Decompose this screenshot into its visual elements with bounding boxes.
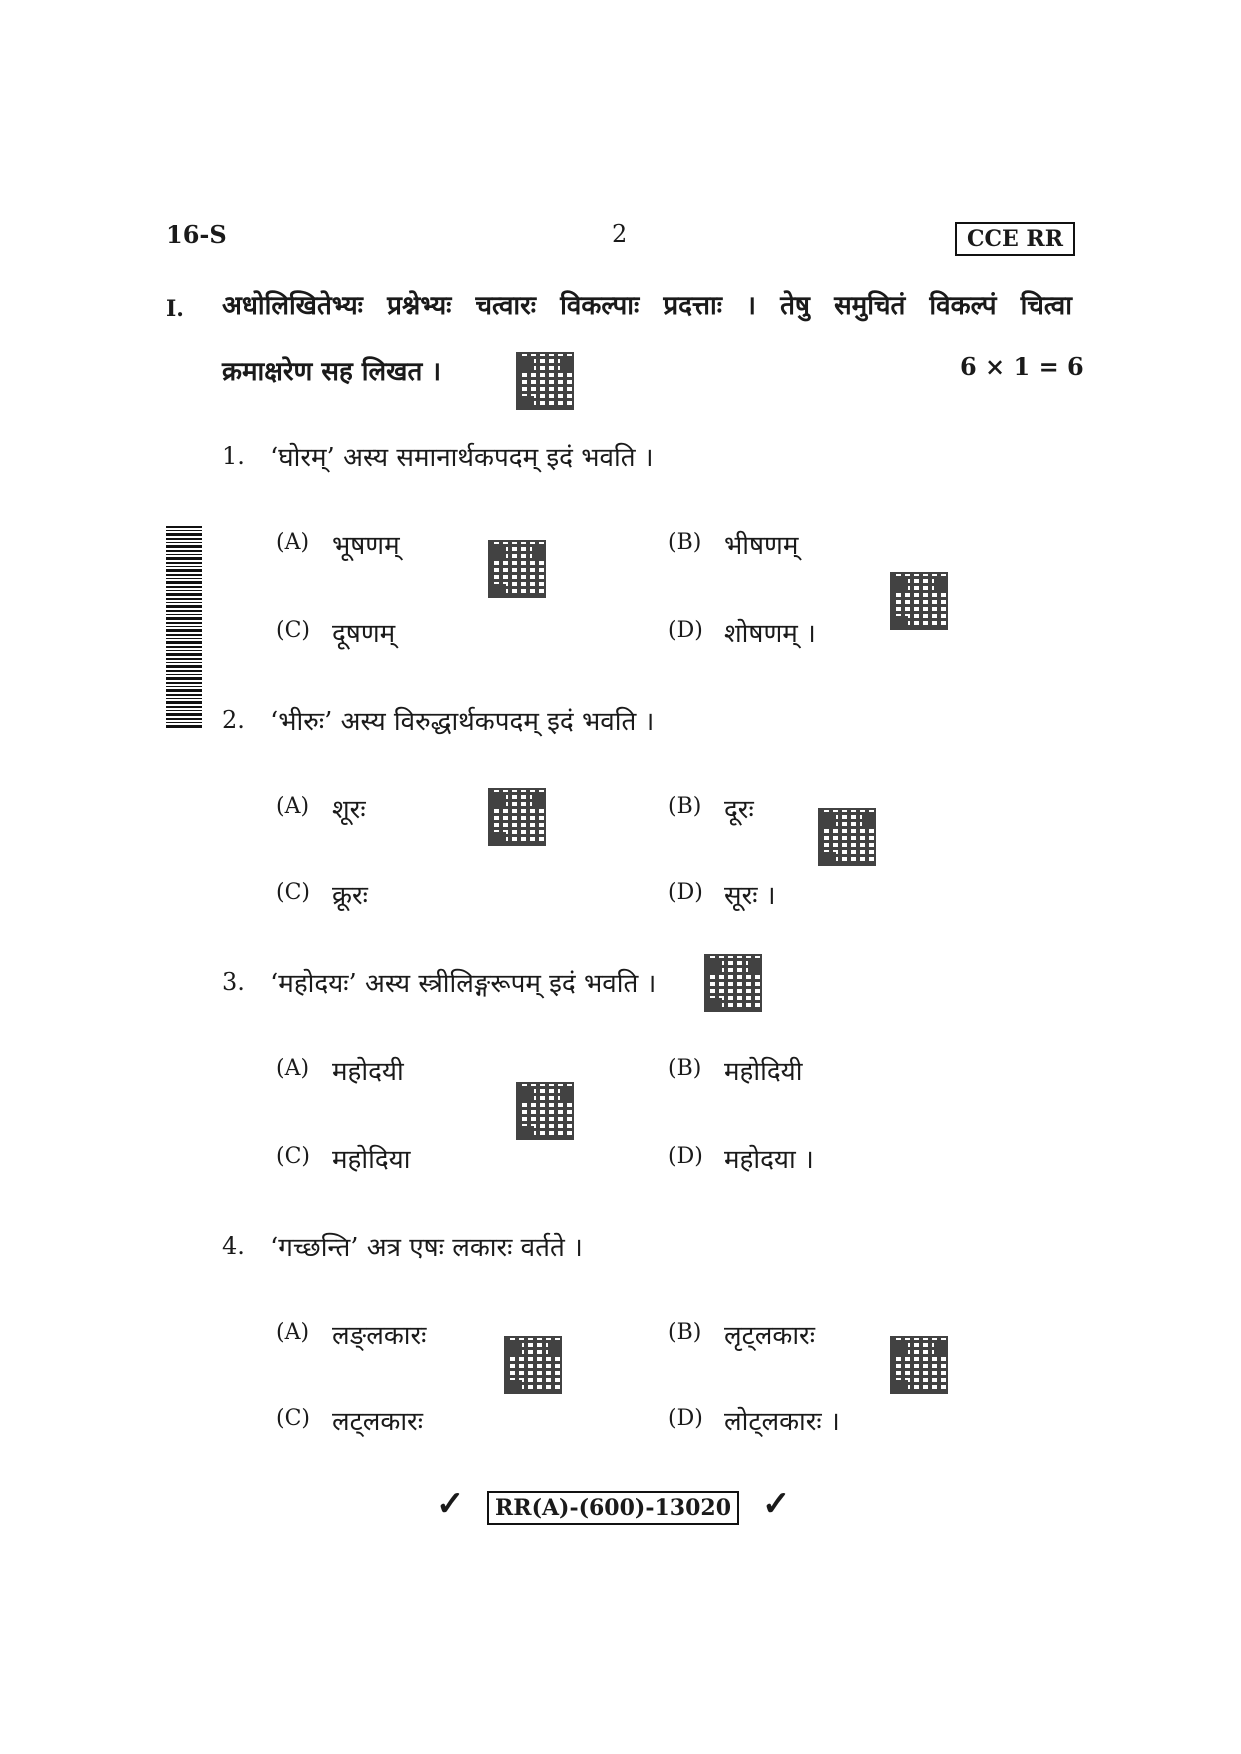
qr-code (488, 788, 546, 846)
barcode (166, 526, 202, 730)
option-label: (B) (668, 794, 702, 819)
option-label: (C) (276, 1144, 310, 1169)
option-label: (B) (668, 1320, 702, 1345)
question-number: 4. (222, 1232, 245, 1260)
option-label: (D) (668, 1144, 703, 1169)
qr-code (704, 954, 762, 1012)
page-number: 2 (612, 220, 628, 248)
qr-code (890, 1336, 948, 1394)
qr-code (516, 352, 574, 410)
qr-code (516, 1082, 574, 1140)
paper-code: 16-S (166, 220, 227, 249)
option-text: दूषणम् (332, 619, 396, 649)
option-label: (C) (276, 618, 310, 643)
option-label: (C) (276, 1406, 310, 1431)
option-text: महोदया । (724, 1145, 814, 1175)
question-text: ‘गच्छन्ति’ अत्र एषः लकारः वर्तते । (270, 1233, 583, 1263)
option-text: लोट्लकारः । (724, 1407, 840, 1437)
section-number: I. (166, 296, 184, 322)
option-text: भूषणम् (332, 531, 400, 561)
option-label: (D) (668, 880, 703, 905)
option-text: महोदयी (332, 1057, 404, 1087)
option-label: (B) (668, 530, 702, 555)
option-text: शूरः (332, 795, 366, 825)
option-label: (A) (276, 1320, 310, 1345)
section-instruction-line2: क्रमाक्षरेण सह लिखत । (222, 357, 442, 387)
option-label: (A) (276, 1056, 310, 1081)
check-mark-icon: ✓ (436, 1484, 465, 1524)
question-number: 1. (222, 442, 245, 470)
check-mark-icon: ✓ (762, 1484, 791, 1524)
option-text: भीषणम् (724, 531, 799, 561)
option-label: (C) (276, 880, 310, 905)
question-text: ‘भीरुः’ अस्य विरुद्धार्थकपदम् इदं भवति । (270, 707, 655, 737)
qr-code (890, 572, 948, 630)
option-text: महोदिया (332, 1145, 411, 1175)
option-text: महोदियी (724, 1057, 803, 1087)
option-label: (B) (668, 1056, 702, 1081)
option-text: शोषणम् । (724, 619, 816, 649)
question-number: 3. (222, 968, 245, 996)
option-label: (D) (668, 1406, 703, 1431)
option-text: लट्लकारः (332, 1407, 423, 1437)
question-number: 2. (222, 706, 245, 734)
exam-type-box: CCE RR (955, 222, 1075, 256)
option-label: (D) (668, 618, 703, 643)
option-text: दूरः (724, 795, 754, 825)
option-text: लङ्लकारः (332, 1321, 427, 1351)
qr-code (818, 808, 876, 866)
option-label: (A) (276, 794, 310, 819)
option-text: क्रूरः (332, 881, 368, 911)
question-text: ‘घोरम्’ अस्य समानार्थकपदम् इदं भवति । (270, 443, 654, 473)
qr-code (488, 540, 546, 598)
section-marks: 6 × 1 = 6 (960, 352, 1084, 381)
footer-code-box: RR(A)-(600)-13020 (487, 1491, 739, 1525)
option-label: (A) (276, 530, 310, 555)
qr-code (504, 1336, 562, 1394)
option-text: सूरः । (724, 881, 776, 911)
question-text: ‘महोदयः’ अस्य स्त्रीलिङ्गरूपम् इदं भवति । (270, 969, 657, 999)
option-text: लृट्लकारः (724, 1321, 815, 1351)
section-instruction-line1: अधोलिखितेभ्यः प्रश्नेभ्यः चत्वारः विकल्पाः प्रदत्ताः । तेषु समुचितं विकल्पं चित्वा (222, 291, 1072, 321)
